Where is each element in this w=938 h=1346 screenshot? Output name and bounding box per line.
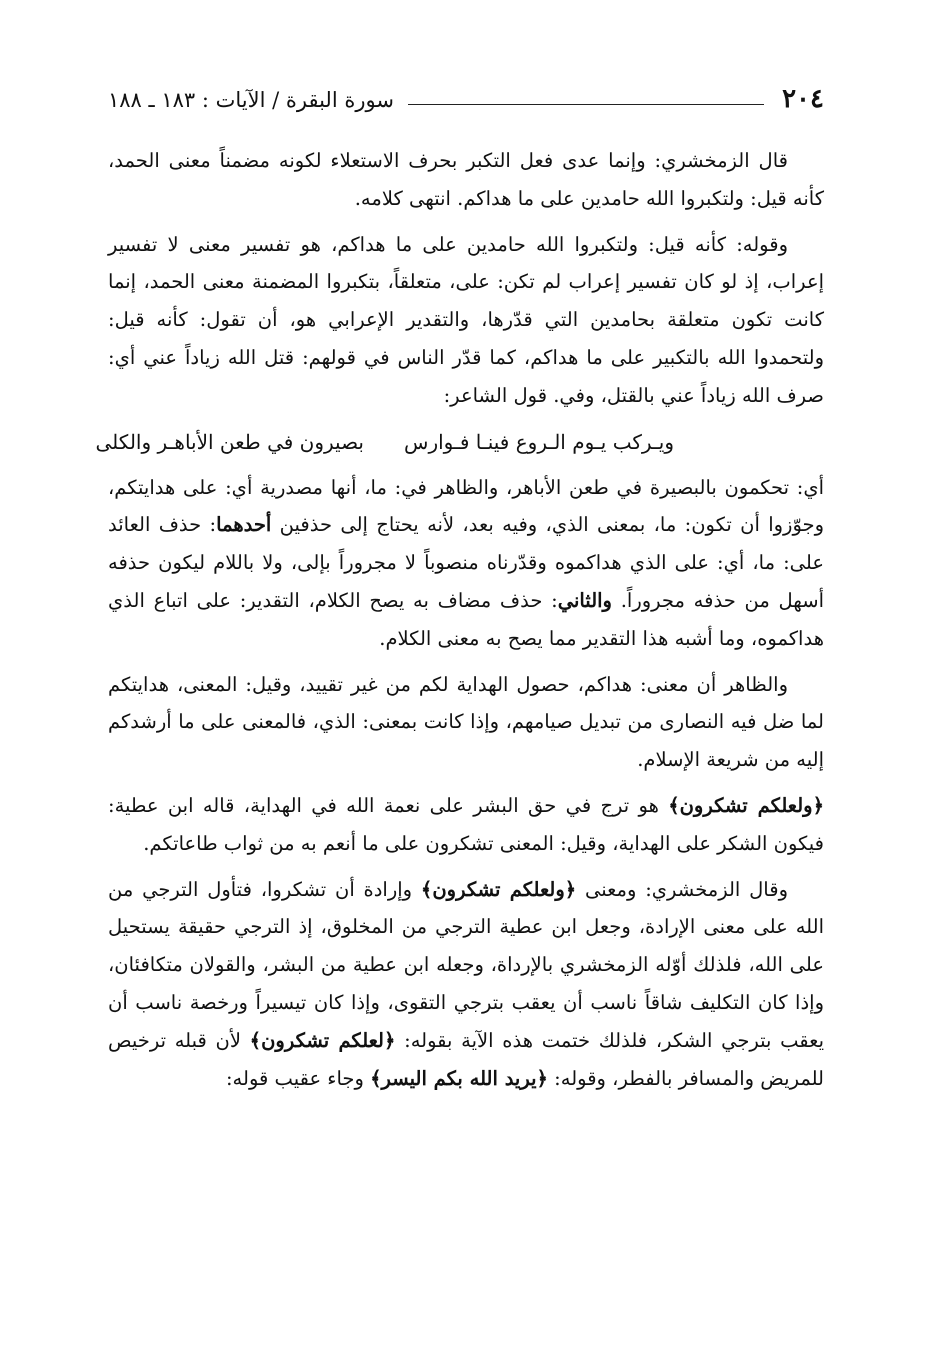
text-run: لأن قبله ترخيص للمريض والمسافر بالفطر، وقوله:: [108, 1028, 824, 1090]
text-run: أي: تحكمون بالبصيرة في طعن الأباهر، والظاهر في: ما، أنها مصدرية أي: على هدايتكم، وجوّزوا أن تكون: ما، بمعنى الذي، وفيه بعد، لأنه يحتاج إلى حذفين: [108, 475, 824, 537]
paragraph: [108, 469, 824, 658]
paragraph: [108, 666, 824, 779]
verse-second-hemistich: بصيرون في طعن الأباهـر والكلى: [95, 429, 364, 454]
text-run: وقوله: كأنه قيل: ولتكبروا الله حامدين على ما هداكم، هو تفسير معنى لا تفسير إعراب، إذ لو كان تفسير إعراب لم تكن: على، متعلقاً، بتكبروا المضمنة معنى الحمد، إنما كانت تكون متعلقة بحامدين التي قدّرها، والتقدير الإعرابي هو، أن تقول: كأنه قيل: ولتحمدوا الله بالتكبير على ما هداكم، كما قدّر الناس في قولهم: قتل الله زياداً عني أي: صرف الله زياداً عني بالقتل، وفي. قول الشاعر:: [108, 232, 824, 407]
paragraph: [108, 787, 824, 863]
bold-text-run: ﴿ولعلكم تشكرون﴾: [668, 793, 824, 817]
text-run: : حذف مضاف به يصح الكلام، التقدير: على اتباع الذي هداكموه، وما أشبه هذا التقدير مما يصح به معنى الكلام.: [108, 588, 824, 650]
page-header: [108, 84, 824, 114]
header-rule: [408, 104, 764, 105]
paragraph: [108, 226, 824, 415]
page-number: ٢٠٤: [782, 84, 824, 114]
bold-text-run: والثاني: [557, 588, 612, 612]
text-run: : حذف العائد على: ما، أي: على الذي هداكموه وقدّرناه منصوباً لا مجروراً بإلى، ولا باللام ليكون حذفه أسهل من حذفه مجروراً.: [108, 513, 825, 612]
paragraph: [108, 142, 824, 218]
bold-text-run: ﴿لعلكم تشكرون﴾: [249, 1028, 396, 1052]
text-run: وقال الزمخشري: ومعنى: [576, 877, 788, 901]
page-body: [95, 142, 825, 1105]
bold-text-run: أحدهما: [216, 513, 272, 537]
text-run: قال الزمخشري: وإنما عدى فعل التكبر بحرف الاستعلاء لكونه مضمناً معنى الحمد، كأنه قيل: ولتكبروا الله حامدين على ما هداكم. انتهى كلامه.: [108, 149, 824, 210]
verse-first-hemistich: ويـركب يـوم الـروع فينـا فـوارس: [404, 429, 674, 454]
text-run: هو ترج في حق البشر على نعمة الله في الهداية، قاله ابن عطية: فيكون الشكر على الهداية، وقيل: المعنى تشكرون على ما أنعم به من ثواب طاعاتكم.: [108, 793, 824, 855]
text-run: وإرادة أن تشكروا، فتأول الترجي من الله على معنى الإرادة، وجعل ابن عطية الترجي من المخلوق، إذ الترجي حقيقة يستحيل على الله، فلذلك أوّله الزمخشري بالإرداة، وجعله ابن عطية من البشر، والقولان متكافئان، وإذا كان التكليف شاقاً ناسب أن يعقب بترجي التقوى، وإذا كان تيسيراً ورخصة ناسب أن يعقب بترجي الشكر، فلذلك ختمت هذه الآية بقوله:: [108, 877, 825, 1052]
bold-text-run: ﴿يريد الله بكم اليسر﴾: [370, 1066, 548, 1090]
bold-text-run: ﴿ولعلكم تشكرون﴾: [420, 877, 577, 901]
text-run: والظاهر أن معنى: هداكم، حصول الهداية لكم من غير تقييد، وقيل: المعنى، هدايتكم لما ضل فيه النصارى من تبديل صيامهم، وإذا كانت بمعنى: الذي، فالمعنى على ما أرشدكم إليه من شريعة الإسلام.: [108, 672, 824, 772]
text-run: وجاء عقيب قوله:: [225, 1066, 371, 1090]
running-title: سورة البقرة / الآيات : ١٨٣ ـ ١٨٨: [108, 88, 394, 112]
poetry-verse: [95, 423, 824, 461]
paragraph: [108, 871, 824, 1098]
